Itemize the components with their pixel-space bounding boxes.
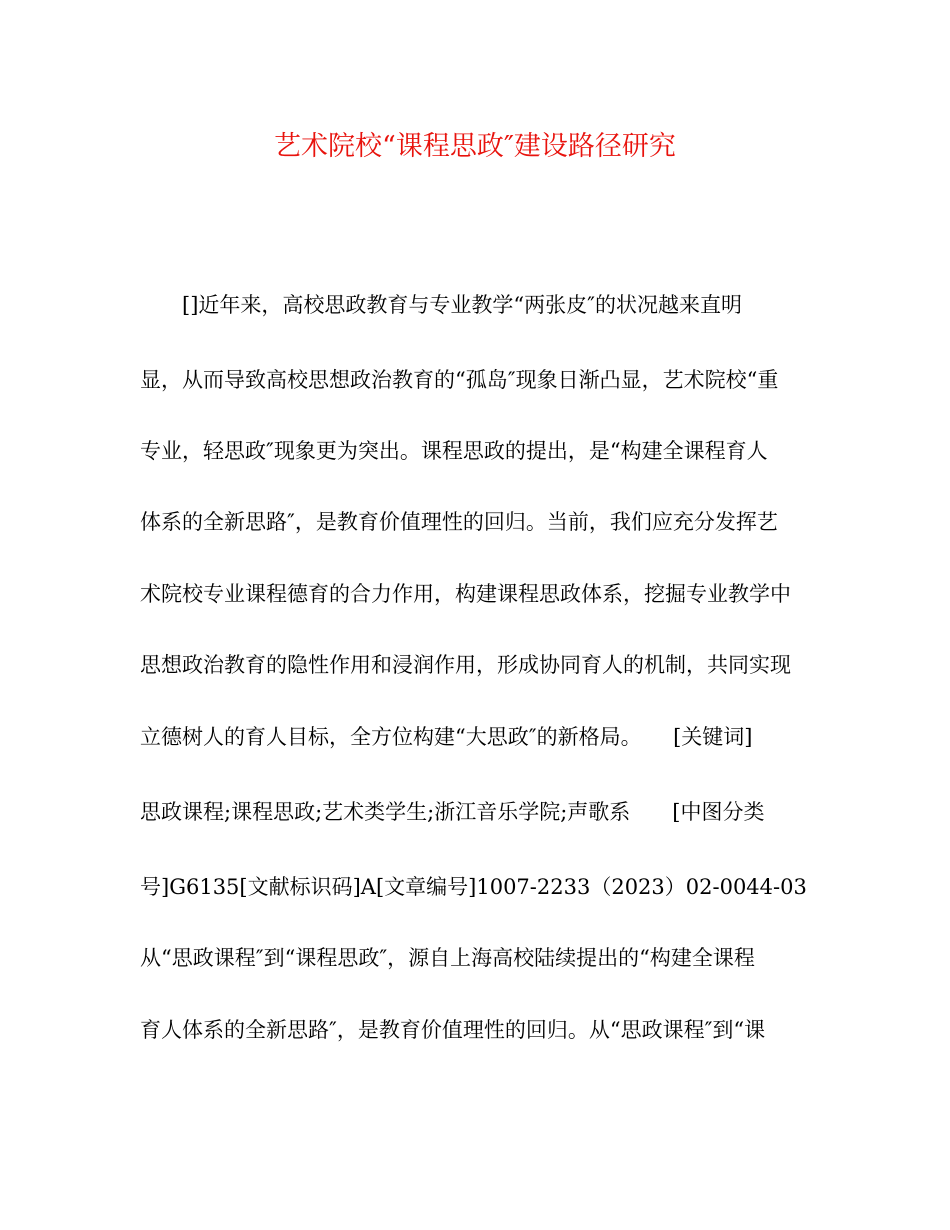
document-title: 艺术院校“课程思政″建设路径研究	[274, 131, 676, 162]
body-line-11: 育人体系的全新思路″，是教育价值理性的回归。从“思政课程″到“课	[140, 1018, 766, 1042]
body-line-3: 专业，轻思政″现象更为突出。课程思政的提出，是“构建全课程育人	[140, 439, 768, 463]
body-line-1: []近年来，高校思政教育与专业教学“两张皮″的状况越来直明	[140, 293, 742, 317]
body-line-8: 思政课程;课程思政;艺术类学生;浙江音乐学院;声歌系 [中图分类	[140, 800, 765, 824]
body-line-9: 号]G6135[文献标识码]A[文章编号]1007-2233（2023）02-0044-03	[140, 875, 807, 899]
body-line-4: 体系的全新思路″，是教育价值理性的回归。当前，我们应充分发挥艺	[140, 510, 778, 534]
body-line-5: 术院校专业课程德育的合力作用，构建课程思政体系，挖掘专业教学中	[140, 582, 791, 606]
body-line-6: 思想政治教育的隐性作用和浸润作用，形成协同育人的机制，共同实现	[140, 653, 791, 677]
body-line-10: 从“思政课程″到“课程思政″，源自上海高校陆续提出的“构建全课程	[140, 946, 755, 970]
body-line-7: 立德树人的育人目标，全方位构建“大思政″的新格局。 [关键词]	[140, 725, 753, 749]
body-line-2: 显，从而导致高校思想政治教育的“孤岛″现象日渐凸显，艺术院校“重	[140, 368, 779, 392]
